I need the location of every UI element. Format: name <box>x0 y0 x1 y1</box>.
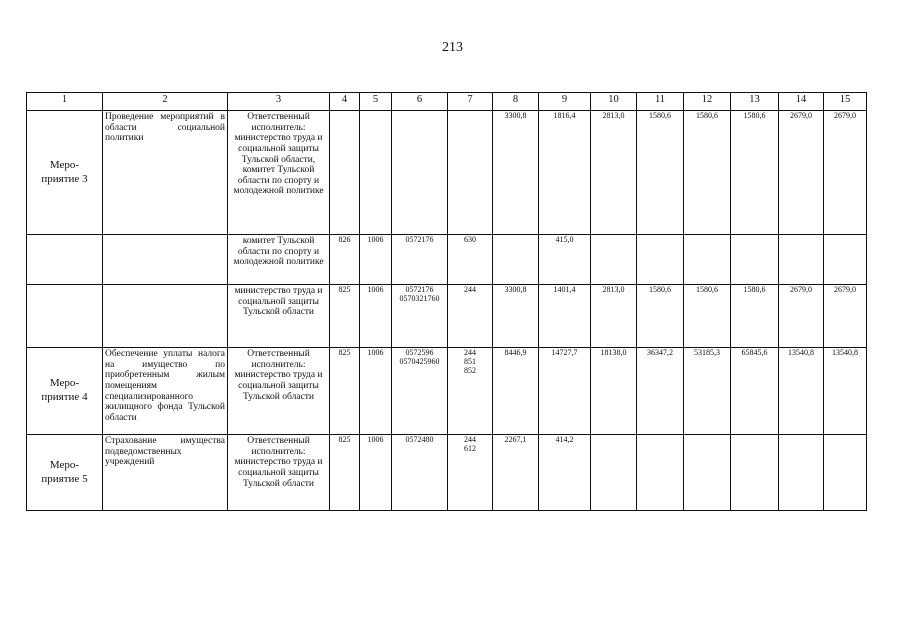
value-cell <box>637 435 684 511</box>
code-cell: 1006 <box>360 285 392 348</box>
value-cell: 53185,3 <box>684 348 731 435</box>
value-cell <box>493 235 539 285</box>
value-cell <box>824 435 867 511</box>
measure-name-cell: Меро- приятие 5 <box>27 435 103 511</box>
code-cell: 825 <box>330 435 360 511</box>
executor-cell: министерство труда и социальной защиты Тульской области <box>228 285 330 348</box>
column-header: 8 <box>493 93 539 111</box>
value-cell: 3300,8 <box>493 111 539 235</box>
code-cell <box>330 111 360 235</box>
measure-description-cell <box>103 235 228 285</box>
table-row <box>27 235 867 285</box>
value-cell <box>779 235 824 285</box>
column-header: 13 <box>731 93 779 111</box>
value-cell <box>824 235 867 285</box>
column-header: 14 <box>779 93 824 111</box>
value-cell: 13540,8 <box>824 348 867 435</box>
executor-cell: комитет Тульской области по спорту и молодежной политике <box>228 235 330 285</box>
table-row <box>27 348 867 435</box>
column-header: 9 <box>539 93 591 111</box>
value-cell: 1816,4 <box>539 111 591 235</box>
measure-description-cell: Обеспечение уплаты налога на имущество по приобретенным жилым помещениям специализированного жилищного фонда Тульской области <box>103 348 228 435</box>
value-cell: 18138,0 <box>591 348 637 435</box>
value-cell: 1401,4 <box>539 285 591 348</box>
column-header: 2 <box>103 93 228 111</box>
code-cell <box>448 111 493 235</box>
code-cell: 244 851 852 <box>448 348 493 435</box>
code-cell: 244 612 <box>448 435 493 511</box>
value-cell <box>731 235 779 285</box>
measure-name-cell <box>27 235 103 285</box>
code-cell: 825 <box>330 285 360 348</box>
column-header: 11 <box>637 93 684 111</box>
value-cell: 36347,2 <box>637 348 684 435</box>
value-cell: 2813,0 <box>591 111 637 235</box>
executor-cell: Ответственный исполнитель: министерство труда и социальной защиты Тульской области <box>228 348 330 435</box>
value-cell: 2679,0 <box>779 285 824 348</box>
value-cell: 1580,6 <box>684 285 731 348</box>
value-cell: 415,0 <box>539 235 591 285</box>
measure-description-cell: Страхование имущества подведомственных учреждений <box>103 435 228 511</box>
executor-cell: Ответственный исполнитель: министерство труда и социальной защиты Тульской области <box>228 435 330 511</box>
code-cell: 0572596 0570425960 <box>392 348 448 435</box>
value-cell: 65845,6 <box>731 348 779 435</box>
code-cell: 0572480 <box>392 435 448 511</box>
code-cell: 1006 <box>360 435 392 511</box>
code-cell <box>392 111 448 235</box>
value-cell: 14727,7 <box>539 348 591 435</box>
column-header: 5 <box>360 93 392 111</box>
page-number: 213 <box>442 40 463 55</box>
value-cell: 1580,6 <box>731 285 779 348</box>
value-cell: 1580,6 <box>731 111 779 235</box>
code-cell <box>360 111 392 235</box>
header-row <box>27 93 867 111</box>
executor-cell: Ответственный исполнитель: министерство труда и социальной защиты Тульской области, комитет Тульской области по спорту и молодежной политике <box>228 111 330 235</box>
column-header: 10 <box>591 93 637 111</box>
code-cell: 0572176 0570321760 <box>392 285 448 348</box>
value-cell <box>591 435 637 511</box>
value-cell <box>591 235 637 285</box>
code-cell: 0572176 <box>392 235 448 285</box>
measure-description-cell <box>103 285 228 348</box>
column-header: 6 <box>392 93 448 111</box>
measure-description-cell: Проведение мероприятий в области социальной политики <box>103 111 228 235</box>
column-header: 12 <box>684 93 731 111</box>
code-cell: 825 <box>330 348 360 435</box>
value-cell <box>779 435 824 511</box>
table-row <box>27 285 867 348</box>
value-cell: 2267,1 <box>493 435 539 511</box>
value-cell: 2813,0 <box>591 285 637 348</box>
value-cell: 1580,6 <box>637 285 684 348</box>
code-cell: 826 <box>330 235 360 285</box>
value-cell: 3300,8 <box>493 285 539 348</box>
code-cell: 1006 <box>360 348 392 435</box>
code-cell: 244 <box>448 285 493 348</box>
value-cell: 414,2 <box>539 435 591 511</box>
table-row <box>27 111 867 235</box>
value-cell: 1580,6 <box>684 111 731 235</box>
budget-table <box>26 92 867 511</box>
column-header: 4 <box>330 93 360 111</box>
value-cell <box>637 235 684 285</box>
value-cell: 1580,6 <box>637 111 684 235</box>
value-cell: 2679,0 <box>824 285 867 348</box>
column-header: 7 <box>448 93 493 111</box>
table-row <box>27 435 867 511</box>
measure-name-cell: Меро- приятие 4 <box>27 348 103 435</box>
column-header: 15 <box>824 93 867 111</box>
measure-name-cell: Меро- приятие 3 <box>27 111 103 235</box>
column-header: 1 <box>27 93 103 111</box>
value-cell <box>731 435 779 511</box>
value-cell: 8446,9 <box>493 348 539 435</box>
code-cell: 630 <box>448 235 493 285</box>
value-cell: 13540,8 <box>779 348 824 435</box>
value-cell <box>684 435 731 511</box>
column-header: 3 <box>228 93 330 111</box>
code-cell: 1006 <box>360 235 392 285</box>
value-cell: 2679,0 <box>779 111 824 235</box>
value-cell <box>684 235 731 285</box>
measure-name-cell <box>27 285 103 348</box>
value-cell: 2679,0 <box>824 111 867 235</box>
